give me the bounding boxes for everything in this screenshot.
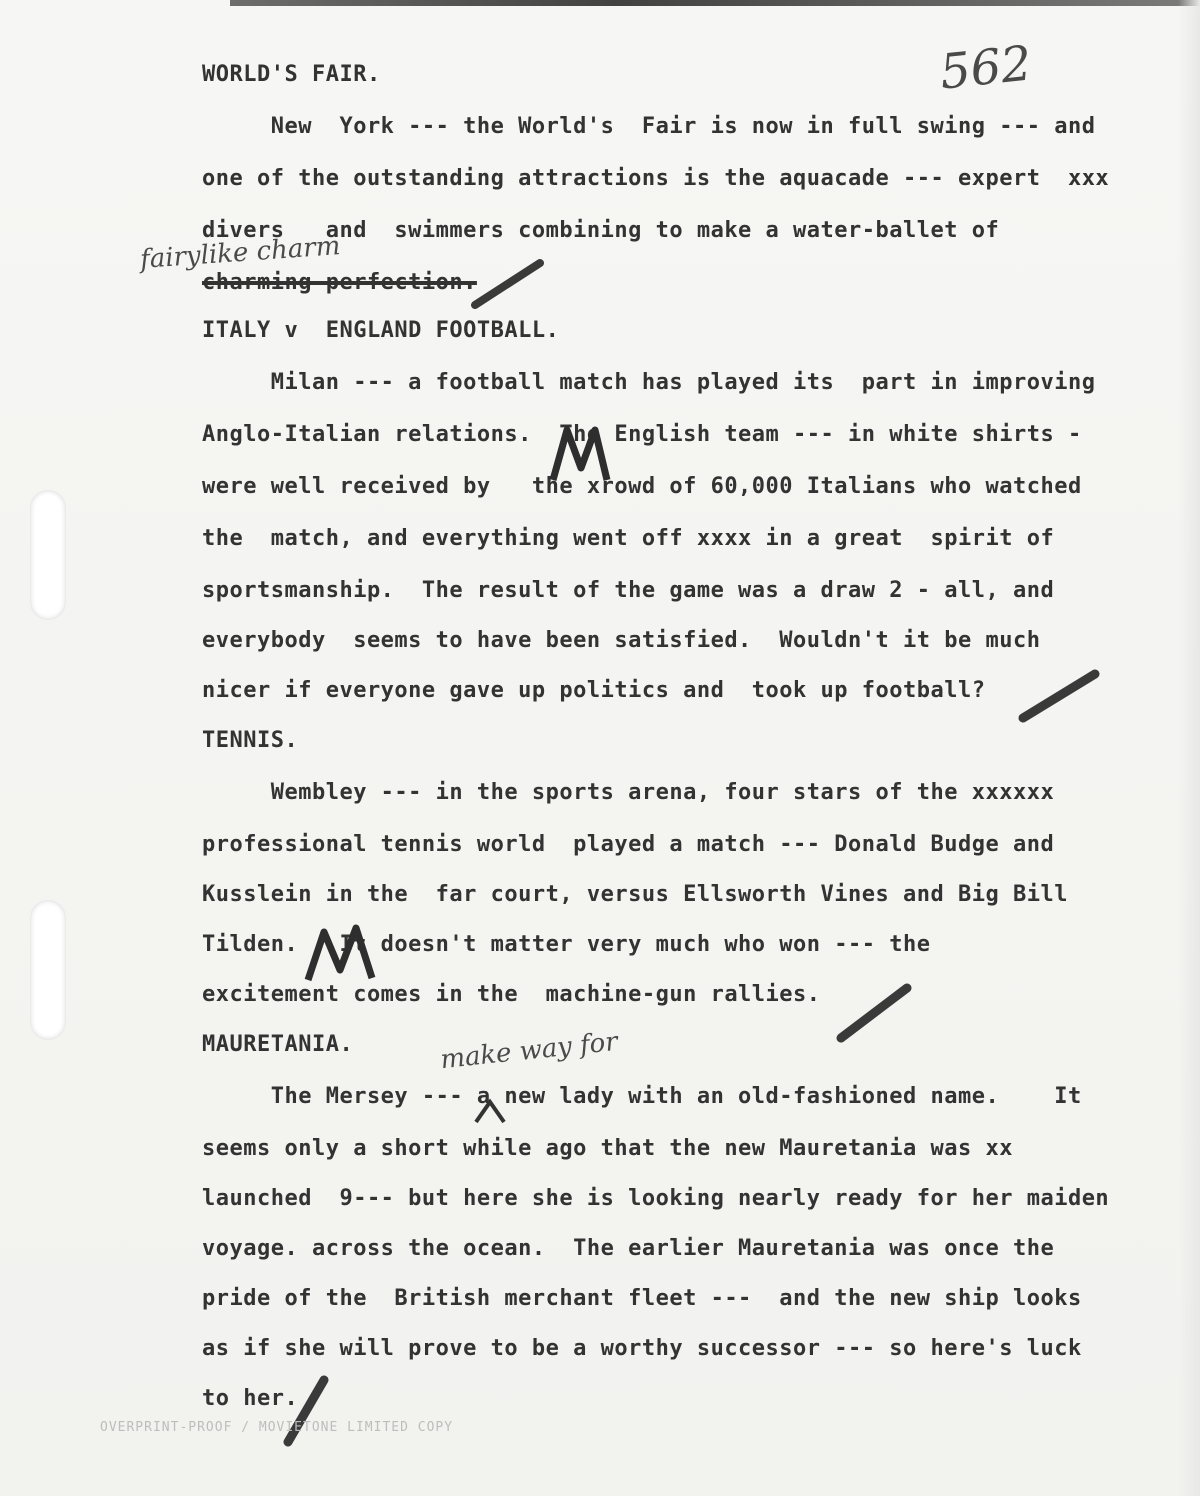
heading-italy-england-football: ITALY v ENGLAND FOOTBALL. bbox=[202, 318, 560, 343]
text-line: Milan --- a football match has played its part in improving bbox=[202, 370, 1096, 395]
text-line: professional tennis world played a match --- Donald Budge and bbox=[202, 832, 1055, 857]
pen-check-mark bbox=[278, 1370, 338, 1450]
text-line: Wembley --- in the sports arena, four stars of the xxxxxx bbox=[202, 780, 1055, 805]
text-line: one of the outstanding attractions is the aquacade --- expert xxx bbox=[202, 166, 1110, 191]
handwritten-insertion: make way for bbox=[438, 1026, 620, 1076]
text-line: excitement comes in the machine-gun rallies. bbox=[202, 982, 821, 1007]
text-line: as if she will prove to be a worthy successor --- so here's luck bbox=[202, 1336, 1082, 1361]
paragraph-mark bbox=[545, 418, 615, 488]
pen-check-mark bbox=[835, 978, 915, 1048]
text-line: seems only a short while ago that the new Mauretania was xx bbox=[202, 1136, 1013, 1161]
heading-tennis: TENNIS. bbox=[202, 728, 299, 753]
scan-top-edge bbox=[230, 0, 1200, 6]
text-line: Tilden. It doesn't matter very much who won --- the bbox=[202, 932, 931, 957]
pen-check-mark bbox=[1015, 660, 1105, 730]
text-line: nicer if everyone gave up politics and took up football? bbox=[202, 678, 986, 703]
text-line: launched 9--- but here she is looking nearly ready for her maiden bbox=[202, 1186, 1110, 1211]
text-line: the match, and everything went off xxxx in a great spirit of bbox=[202, 526, 1055, 551]
punch-hole-bottom bbox=[30, 900, 66, 1040]
text-line: Anglo-Italian relations. The English team --- in white shirts - bbox=[202, 422, 1082, 447]
text-line: everybody seems to have been satisfied. Wouldn't it be much bbox=[202, 628, 1041, 653]
heading-mauretania: MAURETANIA. bbox=[202, 1032, 354, 1057]
punch-hole-top bbox=[30, 490, 66, 620]
heading-worlds-fair: WORLD'S FAIR. bbox=[202, 62, 381, 87]
pen-check-mark bbox=[470, 255, 550, 315]
text-line: The Mersey --- a new lady with an old-fashioned name. It bbox=[202, 1084, 1082, 1109]
text-line: divers and swimmers combining to make a water-ballet of bbox=[202, 218, 1000, 243]
handwritten-insertion: fairylike charm bbox=[139, 231, 342, 275]
text-line: were well received by the xrowd of 60,000 Italians who watched bbox=[202, 474, 1082, 499]
page-number-handwritten: 562 bbox=[937, 35, 1035, 101]
text-line: pride of the British merchant fleet --- and the new ship looks bbox=[202, 1286, 1082, 1311]
scan-right-edge bbox=[1178, 0, 1200, 1496]
text-line: New York --- the World's Fair is now in full swing --- and bbox=[202, 114, 1096, 139]
struck-text-line: charming perfection. bbox=[202, 270, 477, 295]
text-line: voyage. across the ocean. The earlier Mauretania was once the bbox=[202, 1236, 1055, 1261]
text-line: to her. bbox=[202, 1386, 299, 1411]
paragraph-mark bbox=[300, 918, 380, 988]
caret-insert-mark bbox=[470, 1096, 510, 1126]
faint-margin-stamp: OVERPRINT-PROOF / MOVIETONE LIMITED COPY bbox=[100, 1420, 454, 1435]
text-line: Kusslein in the far court, versus Ellsworth Vines and Big Bill bbox=[202, 882, 1068, 907]
text-line: sportsmanship. The result of the game was a draw 2 - all, and bbox=[202, 578, 1055, 603]
